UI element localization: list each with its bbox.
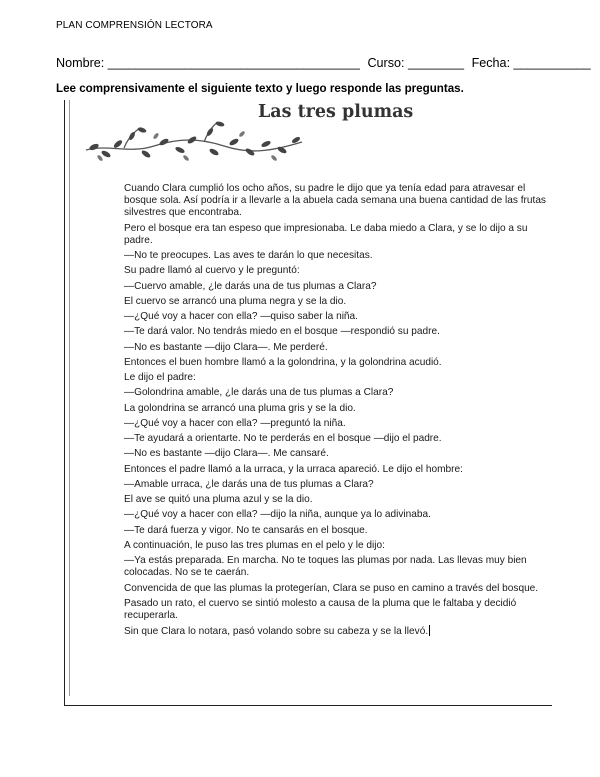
- story-last-line: [124, 625, 550, 638]
- story-paragraph: —No te preocupes. Las aves te darán lo que necesitas.: [124, 250, 373, 262]
- story-paragraph: Entonces el buen hombre llamó a la golondrina, y la golondrina acudió.: [124, 356, 442, 368]
- frame-left-border: [64, 100, 65, 706]
- story-paragraph: —Te dará fuerza y vigor. No te cansarás en el bosque.: [124, 524, 368, 536]
- story-title: Las tres plumas: [258, 102, 414, 122]
- vine-illustration: [84, 118, 304, 170]
- story-text: [124, 183, 550, 642]
- story-paragraph: A continuación, le puso las tres plumas en el pelo y le dijo:: [124, 539, 385, 551]
- frame-bottom-border: [64, 705, 552, 706]
- frame-inner-border: [69, 100, 70, 696]
- worksheet-header: PLAN COMPRENSIÓN LECTORA: [56, 20, 213, 31]
- story-paragraph: —Te ayudará a orientarte. No te perderás en el bosque —dijo el padre.: [124, 433, 442, 445]
- course-field[interactable]: Curso: ________: [367, 56, 465, 70]
- story-paragraph: La golondrina se arrancó una pluma gris y se la dio.: [124, 402, 356, 414]
- story-paragraph: Su padre llamó al cuervo y le preguntó:: [124, 265, 300, 277]
- reading-instruction: Lee comprensivamente el siguiente texto y luego responde las preguntas.: [56, 82, 464, 95]
- date-field[interactable]: Fecha: ___________: [471, 56, 591, 70]
- story-paragraph: —¿Qué voy a hacer con ella? —quiso saber la niña.: [124, 311, 358, 323]
- story-paragraph: Entonces el padre llamó a la urraca, y la urraca apareció. Le dijo el hombre:: [124, 463, 463, 475]
- name-field[interactable]: Nombre: ____________________________________: [56, 56, 360, 70]
- story-paragraph: Pero el bosque era tan espeso que impresionaba. Le daba miedo a Clara, y se lo dijo a su padre.: [124, 222, 528, 246]
- story-paragraph: Sin que Clara lo notara, pasó volando sobre su cabeza y se la llevó.: [124, 626, 429, 638]
- story-paragraph: —¿Qué voy a hacer con ella? —preguntó la niña.: [124, 417, 346, 429]
- story-paragraph: —Te dará valor. No tendrás miedo en el bosque —respondió su padre.: [124, 326, 440, 338]
- story-paragraph: El ave se quitó una pluma azul y se la dio.: [124, 494, 313, 506]
- story-paragraph: —Ya estás preparada. En marcha. No te toques las plumas por nada. Las llevas muy bien colocadas. No se te caerán.: [124, 555, 527, 579]
- story-paragraph: —Cuervo amable, ¿le darás una de tus plumas a Clara?: [124, 280, 377, 292]
- story-paragraph: El cuervo se arrancó una pluma negra y se la dio.: [124, 295, 347, 307]
- story-paragraph: Convencida de que las plumas la protegerían, Clara se puso en camino a través del bosque.: [124, 582, 539, 594]
- story-paragraph: —¿Qué voy a hacer con ella? —dijo la niña, aunque ya lo adivinaba.: [124, 509, 431, 521]
- student-info-line: [56, 56, 591, 70]
- story-paragraph: Pasado un rato, el cuervo se sintió molesto a causa de la pluma que le faltaba y decidió recuperarla.: [124, 597, 517, 622]
- story-paragraph: —Amable urraca, ¿le darás una de tus plumas a Clara?: [124, 478, 374, 490]
- story-paragraph: —No es bastante —dijo Clara—. Me perderé.: [124, 341, 328, 353]
- story-paragraph: —Golondrina amable, ¿le darás una de tus plumas a Clara?: [124, 387, 394, 399]
- story-paragraph: Le dijo el padre:: [124, 372, 196, 384]
- text-cursor: [429, 625, 430, 636]
- story-paragraph: Cuando Clara cumplió los ocho años, su padre le dijo que ya tenía edad para atravesar el bosque sola. Así podría ir a llevarle a la abuela cada semana una buena cantidad de las frutas silvestres que encontraba.: [124, 183, 546, 219]
- story-paragraph: —No es bastante —dijo Clara—. Me cansaré.: [124, 448, 329, 460]
